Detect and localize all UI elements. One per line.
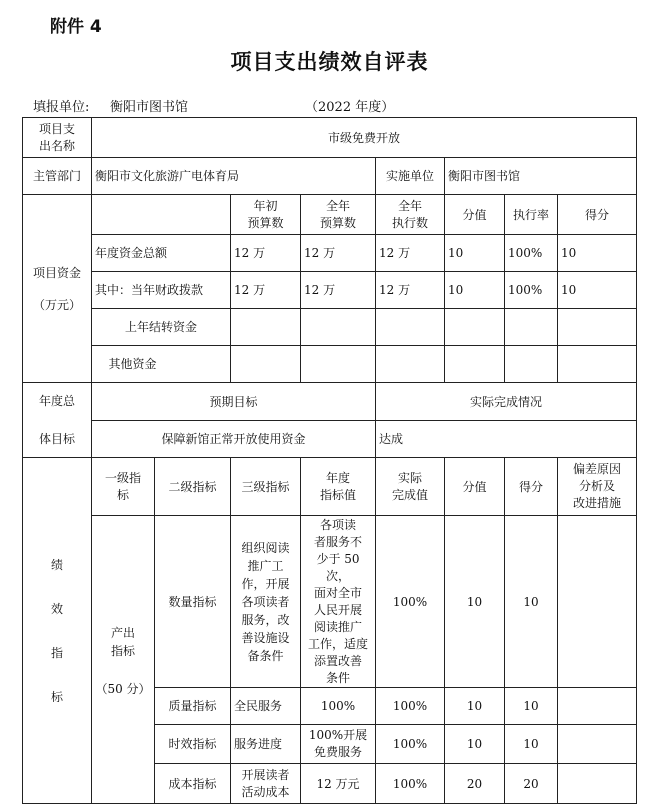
funds-label: 项目资金 （万元） bbox=[23, 195, 92, 383]
expected-goal-header: 预期目标 bbox=[92, 383, 376, 421]
funds-rate bbox=[505, 309, 558, 346]
funds-row bbox=[23, 235, 637, 272]
funds-row-label: 其中：当年财政拨款 bbox=[92, 272, 231, 309]
implementing-unit-label: 实施单位 bbox=[376, 158, 445, 195]
performance-indicator-label: 绩 效 指 标 bbox=[23, 458, 92, 804]
expected-goal-value: 保障新馆正常开放使用资金 bbox=[92, 421, 376, 458]
indicator-annual-target: 100% bbox=[301, 688, 376, 725]
header-deviation-analysis: 偏差原因 分析及 改进措施 bbox=[558, 458, 637, 516]
indicator-deviation bbox=[558, 764, 637, 804]
indicator-value: 10 bbox=[445, 688, 505, 725]
indicator-level2: 成本指标 bbox=[155, 764, 231, 804]
indicator-actual: 100% bbox=[376, 516, 445, 688]
indicator-actual: 100% bbox=[376, 764, 445, 804]
funds-row-label: 其他资金 bbox=[92, 346, 231, 383]
header-initial-budget: 年初 预算数 bbox=[231, 195, 301, 235]
header-indicator-score: 得分 bbox=[505, 458, 558, 516]
header-level1: 一级指 标 bbox=[92, 458, 155, 516]
header-level2: 二级指标 bbox=[155, 458, 231, 516]
funds-row bbox=[23, 272, 637, 309]
funds-score: 10 bbox=[558, 235, 637, 272]
indicator-header-row bbox=[23, 458, 637, 516]
indicator-score: 10 bbox=[505, 688, 558, 725]
header-actual-value: 实际 完成值 bbox=[376, 458, 445, 516]
indicator-score: 10 bbox=[505, 516, 558, 688]
funds-row bbox=[23, 346, 637, 383]
funds-score bbox=[558, 346, 637, 383]
project-name-row bbox=[23, 118, 637, 158]
indicator-deviation bbox=[558, 688, 637, 725]
header-execution-rate: 执行率 bbox=[505, 195, 558, 235]
goals-value-row bbox=[23, 421, 637, 458]
funds-initial: 12 万 bbox=[231, 235, 301, 272]
report-year: （2022 年度） bbox=[305, 100, 395, 115]
indicator-value: 10 bbox=[445, 516, 505, 688]
indicator-annual-target: 各项读 者服务不 少于 50 次， 面对全市 人民开展 阅读推广 工作，适度 添置改善 条件 bbox=[301, 516, 376, 688]
department-value: 衡阳市文化旅游广电体育局 bbox=[92, 158, 376, 195]
funds-initial bbox=[231, 346, 301, 383]
indicator-score: 10 bbox=[505, 725, 558, 764]
department-row bbox=[23, 158, 637, 195]
funds-row-label: 年度资金总额 bbox=[92, 235, 231, 272]
funds-score: 10 bbox=[558, 272, 637, 309]
indicator-deviation bbox=[558, 516, 637, 688]
reporting-unit-value: 衡阳市图书馆 bbox=[110, 100, 189, 115]
indicator-score: 20 bbox=[505, 764, 558, 804]
funds-value bbox=[445, 309, 505, 346]
indicator-actual: 100% bbox=[376, 688, 445, 725]
indicator-deviation bbox=[558, 725, 637, 764]
indicator-level2: 质量指标 bbox=[155, 688, 231, 725]
actual-completion-value: 达成 bbox=[376, 421, 637, 458]
project-name-label: 项目支 出名称 bbox=[23, 118, 92, 158]
funds-rate: 100% bbox=[505, 272, 558, 309]
funds-value bbox=[445, 346, 505, 383]
attachment-label: 附件 4 bbox=[50, 17, 102, 37]
indicator-level2: 时效指标 bbox=[155, 725, 231, 764]
funds-budget: 12 万 bbox=[301, 272, 376, 309]
indicator-value: 10 bbox=[445, 725, 505, 764]
annual-goal-label: 年度总 体目标 bbox=[23, 383, 92, 458]
indicator-level2: 数量指标 bbox=[155, 516, 231, 688]
funds-rate: 100% bbox=[505, 235, 558, 272]
funds-header-blank bbox=[92, 195, 231, 235]
indicator-annual-target: 12 万元 bbox=[301, 764, 376, 804]
funds-value: 10 bbox=[445, 235, 505, 272]
funds-executed bbox=[376, 346, 445, 383]
header-score: 得分 bbox=[558, 195, 637, 235]
indicator-level3: 组织阅读 推广工 作，开展 各项读者 服务，改 善设施设 备条件 bbox=[231, 516, 301, 688]
header-full-year-budget: 全年 预算数 bbox=[301, 195, 376, 235]
header-annual-target: 年度 指标值 bbox=[301, 458, 376, 516]
funds-value: 10 bbox=[445, 272, 505, 309]
funds-initial: 12 万 bbox=[231, 272, 301, 309]
funds-budget bbox=[301, 346, 376, 383]
actual-completion-header: 实际完成情况 bbox=[376, 383, 637, 421]
funds-executed bbox=[376, 309, 445, 346]
funds-executed: 12 万 bbox=[376, 272, 445, 309]
indicator-level3: 服务进度 bbox=[231, 725, 301, 764]
page-title: 项目支出绩效自评表 bbox=[230, 50, 429, 74]
indicator-level3: 开展读者 活动成本 bbox=[231, 764, 301, 804]
indicator-actual: 100% bbox=[376, 725, 445, 764]
goals-header-row bbox=[23, 383, 637, 421]
self-evaluation-table bbox=[22, 117, 637, 804]
header-indicator-value: 分值 bbox=[445, 458, 505, 516]
reporting-unit-label: 填报单位: bbox=[33, 100, 90, 115]
indicator-level3: 全民服务 bbox=[231, 688, 301, 725]
funds-row-label: 上年结转资金 bbox=[92, 309, 231, 346]
funds-rate bbox=[505, 346, 558, 383]
header-full-year-executed: 全年 执行数 bbox=[376, 195, 445, 235]
output-indicator-label: 产出 指标 （50 分） bbox=[92, 516, 155, 804]
funds-budget: 12 万 bbox=[301, 235, 376, 272]
funds-initial bbox=[231, 309, 301, 346]
project-name-value: 市级免费开放 bbox=[92, 118, 637, 158]
funds-row bbox=[23, 309, 637, 346]
implementing-unit-value: 衡阳市图书馆 bbox=[445, 158, 637, 195]
department-label: 主管部门 bbox=[23, 158, 92, 195]
header-score-value: 分值 bbox=[445, 195, 505, 235]
funds-header-row bbox=[23, 195, 637, 235]
funds-executed: 12 万 bbox=[376, 235, 445, 272]
indicator-annual-target: 100%开展 免费服务 bbox=[301, 725, 376, 764]
funds-score bbox=[558, 309, 637, 346]
indicator-value: 20 bbox=[445, 764, 505, 804]
funds-budget bbox=[301, 309, 376, 346]
indicator-row bbox=[23, 516, 637, 688]
header-level3: 三级指标 bbox=[231, 458, 301, 516]
